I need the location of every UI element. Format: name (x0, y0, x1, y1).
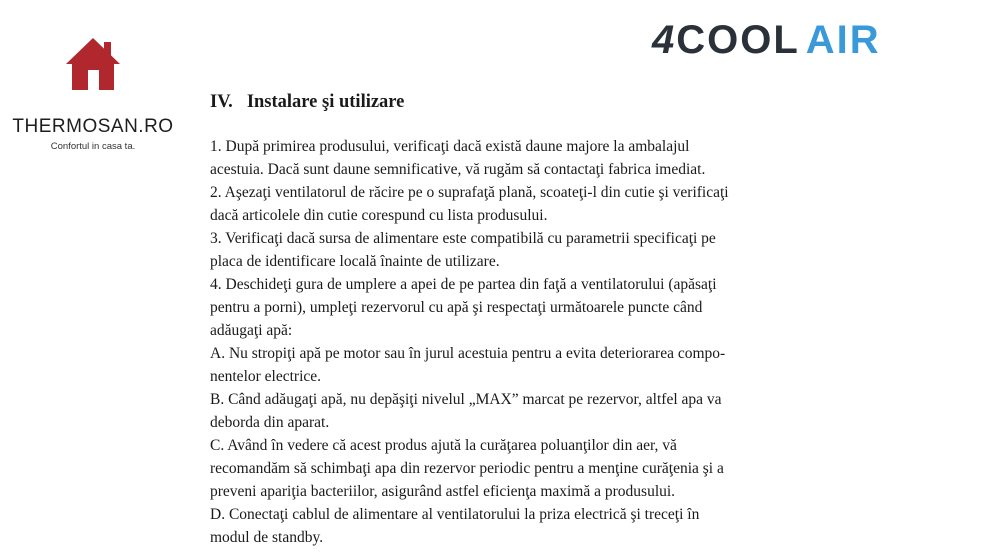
paragraph-line: preveni apariţia bacteriilor, asigurând astfel eficienţa maximă a produsului. (210, 483, 676, 500)
paragraph-line: placa de identificare locală înainte de utilizare. (210, 253, 500, 270)
logo-four: 4 (652, 18, 677, 62)
brand-tagline: Confortul in casa ta. (50, 141, 136, 152)
house-icon (64, 36, 122, 92)
paragraph-line: modul de standby. (210, 529, 324, 546)
paragraph-line: acestuia. Dacă sunt daune semnificative, vă rugăm să contactaţi fabrica imediat. (210, 161, 706, 178)
document-body (210, 92, 870, 549)
brand-name: THERMOSAN.RO (12, 116, 174, 137)
paragraph (210, 135, 870, 181)
paragraph (210, 342, 870, 388)
paragraph-line: 2. Aşezaţi ventilatorul de răcire pe o suprafaţă plană, scoateţi-l din cutie şi verificaţi (210, 184, 729, 201)
logo-cool: COOL (676, 18, 800, 62)
paragraph (210, 434, 870, 503)
paragraph-line: 1. După primirea produsului, verificaţi dacă există daune majore la ambalajul (210, 138, 690, 155)
paragraph (210, 181, 870, 227)
brand-block (8, 36, 178, 152)
paragraph-line: 4. Deschideţi gura de umplere a apei de pe partea din faţă a ventilatorului (apăsaţi (210, 276, 717, 293)
paragraph-list (210, 135, 870, 549)
section-heading: Instalare şi utilizare (246, 92, 405, 112)
paragraph-line: D. Conectaţi cablul de alimentare al ventilatorului la priza electrică şi treceţi în (210, 506, 700, 523)
paragraph-line: deborda din aparat. (210, 414, 330, 431)
paragraph-line: 3. Verificaţi dacă sursa de alimentare este compatibilă cu parametrii specificaţi pe (210, 230, 716, 247)
paragraph-line: pentru a porni), umpleţi rezervorul cu apă şi respectaţi următoarele puncte când (210, 299, 703, 316)
paragraph-line: dacă articolele din cutie corespund cu lista produsului. (210, 207, 548, 224)
paragraph (210, 273, 870, 342)
section-title (210, 92, 870, 113)
paragraph-line: adăugaţi apă: (210, 322, 293, 339)
paragraph (210, 227, 870, 273)
4coolair-logo (652, 18, 881, 62)
section-number: IV. (210, 92, 233, 112)
paragraph-line: C. Având în vedere că acest produs ajută la curăţarea poluanţilor din aer, vă (210, 437, 677, 454)
paragraph (210, 388, 870, 434)
paragraph (210, 503, 870, 549)
paragraph-line: recomandăm să schimbaţi apa din rezervor periodic pentru a menţine curăţenia şi a (210, 460, 724, 477)
paragraph-line: A. Nu stropiţi apă pe motor sau în jurul acestuia pentru a evita deteriorarea compo- (210, 345, 726, 362)
paragraph-line: B. Când adăugaţi apă, nu depăşiţi nivelul „MAX” marcat pe rezervor, altfel apa va (210, 391, 722, 408)
paragraph-line: nentelor electrice. (210, 368, 322, 385)
logo-air: AIR (805, 18, 881, 62)
